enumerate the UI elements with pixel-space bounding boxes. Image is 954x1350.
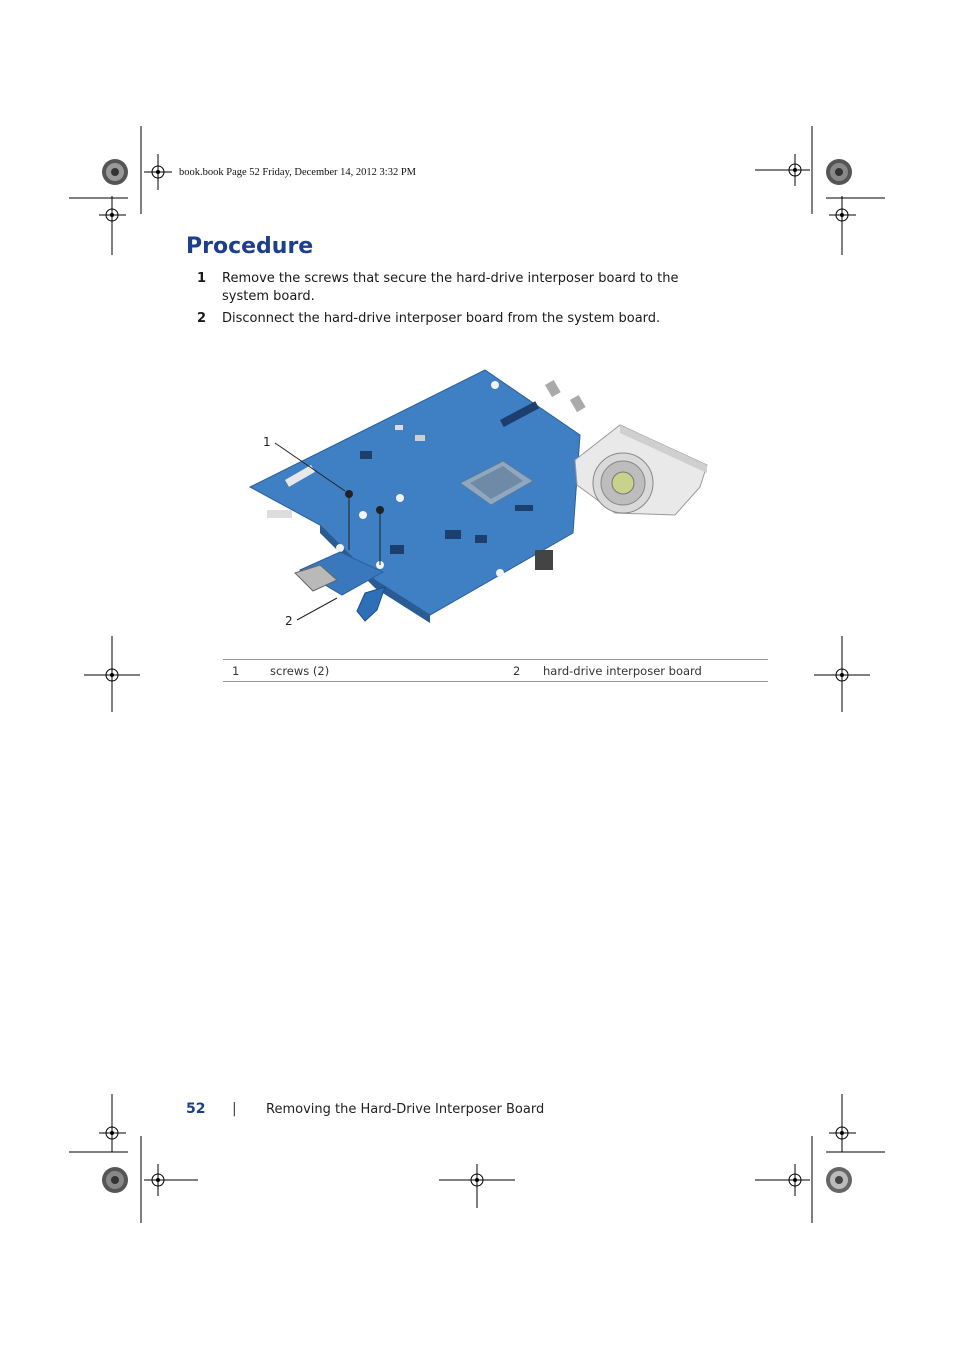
system-board-illustration [245,365,715,635]
registration-target-icon [102,1167,128,1193]
legend-label: hard-drive interposer board [543,660,768,682]
legend-label: screws (2) [270,660,513,682]
registration-target-icon [826,1167,852,1193]
step-number: 1 [197,271,207,286]
footer-separator: | [232,1101,237,1117]
legend-number: 1 [223,660,270,682]
step-text: Disconnect the hard-drive interposer board from the system board. [222,311,661,326]
callout-2: 2 [285,614,293,628]
step-text: Remove the screws that secure the hard-drive interposer board to the system board. [222,271,679,304]
page-number: 52 [186,1101,206,1117]
step-number: 2 [197,311,207,326]
footer-section-title: Removing the Hard-Drive Interposer Board [266,1102,545,1117]
print-info: book.book Page 52 Friday, December 14, 2012 3:32 PM [179,167,416,178]
table-row [223,660,768,682]
registration-target-icon [826,159,852,185]
legend-number: 2 [513,660,543,682]
page-heading: Procedure [186,234,314,259]
registration-target-icon [102,159,128,185]
figure-legend [223,659,768,682]
callout-1: 1 [263,435,271,449]
